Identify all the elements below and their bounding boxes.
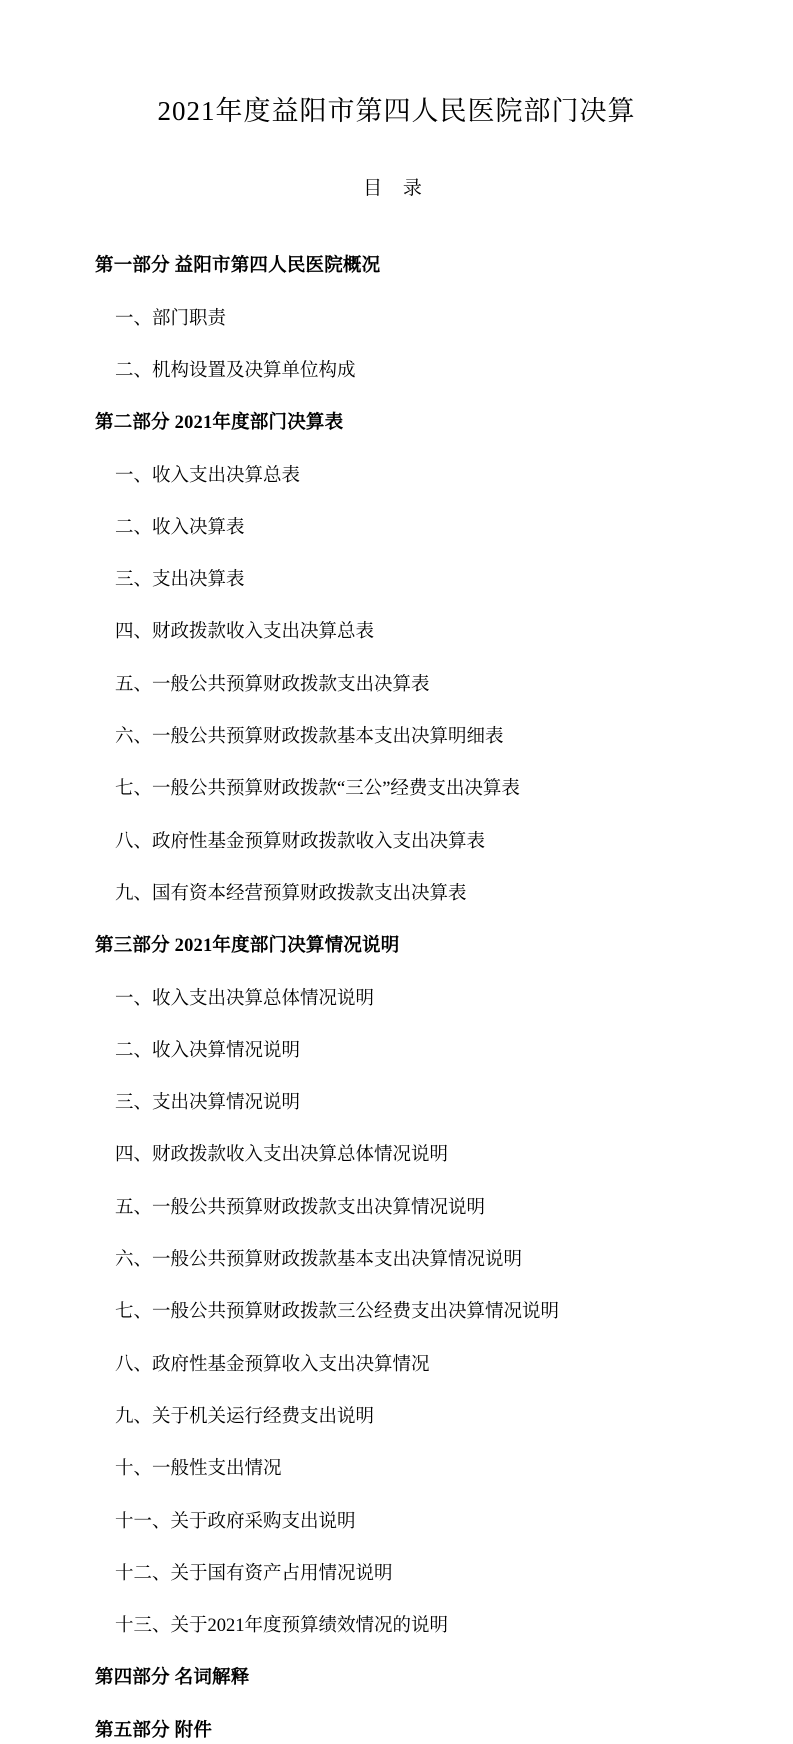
toc-part-heading[interactable]: 第一部分 益阳市第四人民医院概况 <box>95 256 381 277</box>
toc-item[interactable]: 十一、关于政府采购支出说明 <box>115 1511 356 1532</box>
toc-item[interactable]: 九、关于机关运行经费支出说明 <box>115 1406 375 1427</box>
toc-part-heading[interactable]: 第三部分 2021年度部门决算情况说明 <box>95 936 400 957</box>
toc-item[interactable]: 十三、关于2021年度预算绩效情况的说明 <box>115 1616 449 1637</box>
toc-part-heading[interactable]: 第二部分 2021年度部门决算表 <box>95 413 344 434</box>
toc-item[interactable]: 一、收入支出决算总表 <box>115 465 301 486</box>
toc-item[interactable]: 二、机构设置及决算单位构成 <box>115 360 356 381</box>
toc-item[interactable]: 四、财政拨款收入支出决算总体情况说明 <box>115 1145 449 1166</box>
toc-item[interactable]: 七、一般公共预算财政拨款三公经费支出决算情况说明 <box>115 1302 560 1323</box>
toc-part-heading[interactable]: 第四部分 名词解释 <box>95 1668 250 1689</box>
table-of-contents <box>95 200 698 1744</box>
toc-item[interactable]: 五、一般公共预算财政拨款支出决算表 <box>115 674 430 695</box>
toc-item[interactable]: 二、收入决算情况说明 <box>115 1040 301 1061</box>
toc-item[interactable]: 十、一般性支出情况 <box>115 1459 282 1480</box>
toc-part-heading[interactable]: 第五部分 附件 <box>95 1720 213 1741</box>
toc-item[interactable]: 二、收入决算表 <box>115 517 245 538</box>
toc-item[interactable]: 七、一般公共预算财政拨款“三公”经费支出决算表 <box>115 779 520 800</box>
toc-item[interactable]: 三、支出决算情况说明 <box>115 1093 301 1114</box>
page-title: 2021年度益阳市第四人民医院部门决算 <box>157 96 636 126</box>
toc-item[interactable]: 一、部门职责 <box>115 308 227 329</box>
toc-item[interactable]: 九、国有资本经营预算财政拨款支出决算表 <box>115 883 467 904</box>
toc-item[interactable]: 六、一般公共预算财政拨款基本支出决算情况说明 <box>115 1250 523 1271</box>
toc-heading: 目 录 <box>363 178 430 200</box>
toc-item[interactable]: 四、财政拨款收入支出决算总表 <box>115 622 375 643</box>
toc-item[interactable]: 八、政府性基金预算收入支出决算情况 <box>115 1354 430 1375</box>
toc-item[interactable]: 十二、关于国有资产占用情况说明 <box>115 1563 393 1584</box>
toc-item[interactable]: 一、收入支出决算总体情况说明 <box>115 988 375 1009</box>
toc-item[interactable]: 八、政府性基金预算财政拨款收入支出决算表 <box>115 831 486 852</box>
toc-item[interactable]: 五、一般公共预算财政拨款支出决算情况说明 <box>115 1197 486 1218</box>
toc-item[interactable]: 六、一般公共预算财政拨款基本支出决算明细表 <box>115 727 504 748</box>
toc-item[interactable]: 三、支出决算表 <box>115 570 245 591</box>
